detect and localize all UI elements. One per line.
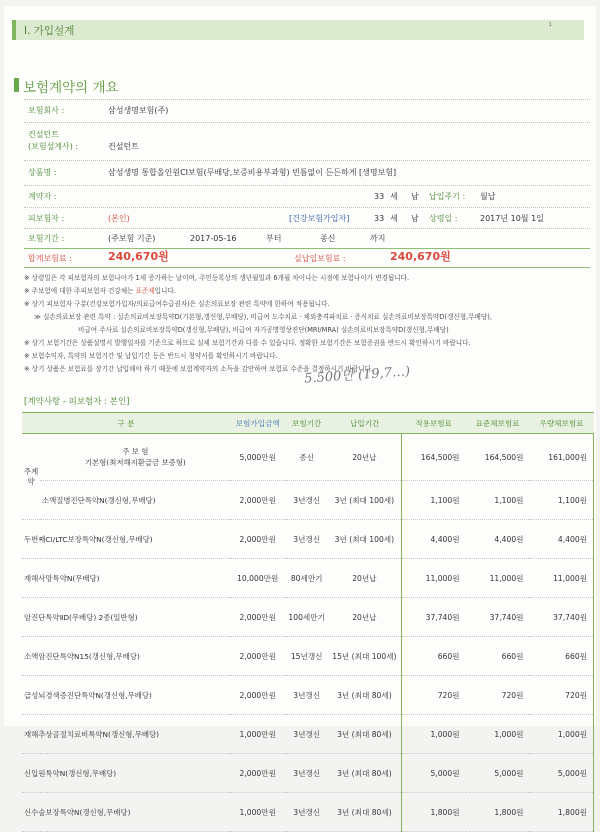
- table-row: [22, 559, 594, 598]
- contract-date-value: 2017년 10월 1일: [480, 214, 544, 223]
- row-pay: 3년 (최대 80세): [328, 793, 402, 832]
- row-applied: 1,800원: [402, 793, 466, 832]
- row-period: 종신: [286, 434, 328, 481]
- summary-total-rule: [24, 248, 590, 249]
- notes: [24, 272, 594, 376]
- row-period: 100세만기: [286, 598, 328, 637]
- row-standard: 164,500원: [466, 434, 530, 481]
- table-row: [22, 754, 594, 793]
- summary-rule: [24, 160, 590, 161]
- row-standard: 11,000원: [466, 559, 530, 598]
- row-amount: 1,000만원: [230, 715, 286, 754]
- row-amount: 2,000만원: [230, 481, 286, 520]
- row-amount: 2,000만원: [230, 754, 286, 793]
- summary-rule: [24, 228, 590, 229]
- row-name: 급성뇌경색증진단특약N(갱신형,무배당): [22, 676, 230, 715]
- row-applied: 37,740원: [402, 598, 466, 637]
- insurer-value: 삼성생명보험(주): [108, 106, 169, 115]
- row-name: 두번째CI/LTC보장특약N(갱신형,무배당): [22, 520, 230, 559]
- header-category: 구 분: [22, 413, 230, 434]
- payment-cycle-label: 납입주기 :: [429, 192, 466, 201]
- row-standard: 5,000원: [466, 754, 530, 793]
- main-category: 주계약: [22, 434, 40, 520]
- table-row: [22, 715, 594, 754]
- row-preferred: 1,100원: [529, 481, 593, 520]
- section-header: Ⅰ. 가입설계: [24, 25, 75, 37]
- note: ※ 상기 보험기간은 상품설명서 발행일자를 기준으로 하므로 실제 보험기간과 다를 수 있습니다. 정확한 보험기간은 보험증권을 반드시 확인하시기 바랍니다.: [24, 339, 471, 347]
- header-standard: 표준체보험료: [466, 413, 530, 434]
- row-pay: 3년 (최대 100세): [328, 520, 402, 559]
- row-pay: 20년납: [328, 434, 402, 481]
- period-label: 보험기간 :: [28, 234, 65, 243]
- header-pay: 납입기간: [328, 413, 402, 434]
- row-preferred: 11,000원: [529, 559, 593, 598]
- note-highlight: 표준체: [135, 287, 155, 295]
- row-applied: 660원: [402, 637, 466, 676]
- contractor-age-unit: 세: [390, 192, 398, 201]
- coverage-table: [22, 412, 594, 832]
- insured-age-unit: 세: [390, 214, 398, 223]
- consultant-value: 컨설턴트: [108, 142, 139, 151]
- insured-gender: 남: [411, 214, 419, 223]
- row-applied: 1,100원: [402, 481, 466, 520]
- row-name: 주 보 험 기본형(최저해지환급금 보증형): [40, 434, 230, 481]
- insurer-label: 보험회사 :: [28, 106, 65, 115]
- row-name: 소액암진단특약N15(갱신형,무배당): [22, 637, 230, 676]
- title-text: 보험계약의 개요: [23, 80, 119, 96]
- row-preferred: 660원: [529, 637, 593, 676]
- summary-top-rule: [24, 99, 590, 100]
- row-period: 15년갱신: [286, 637, 328, 676]
- row-period: 3년갱신: [286, 754, 328, 793]
- header-amount: 보험가입금액: [230, 413, 286, 434]
- row-applied: 720원: [402, 676, 466, 715]
- document-page: [4, 6, 596, 817]
- contractor-label: 계약자 :: [28, 192, 57, 201]
- row-preferred: 5,000원: [529, 754, 593, 793]
- header-period: 보험기간: [286, 413, 328, 434]
- table-row: [22, 434, 594, 481]
- row-amount: 10,000만원: [230, 559, 286, 598]
- row-period: 3년갱신: [286, 676, 328, 715]
- note: ※ 주보험에 대한 주피보험자 건강체는 표준체입니다.: [24, 287, 176, 295]
- row-name: 재해추상골절치료비특약N(갱신형,무배당): [22, 715, 230, 754]
- product-label: 상품명 :: [28, 168, 57, 177]
- insured-age: 33: [374, 214, 385, 223]
- row-preferred: 4,400원: [529, 520, 593, 559]
- contractor-gender: 남: [411, 192, 419, 201]
- row-amount: 2,000만원: [230, 676, 286, 715]
- row-standard: 4,400원: [466, 520, 530, 559]
- row-name: 신입원특약N(갱신형,무배당): [22, 754, 230, 793]
- row-preferred: 161,000원: [529, 434, 593, 481]
- row-applied: 1,000원: [402, 715, 466, 754]
- row-amount: 1,000만원: [230, 793, 286, 832]
- row-applied: 5,000원: [402, 754, 466, 793]
- note-sub: 비급여 주사료 실손의료비보장특약D(갱신형,무배당), 비급여 자기공명영상진단(MRI/MRA) 실손의료비보장특약D(갱신형,무배당): [78, 326, 449, 334]
- header-applied: 적용보험료: [402, 413, 466, 434]
- row-pay: 3년 (최대 80세): [328, 715, 402, 754]
- row-pay: 20년납: [328, 559, 402, 598]
- row-pay: 20년납: [328, 598, 402, 637]
- note: ※ 상기 상품은 보험료를 장기간 납입해야 하기 때문에 보험계약자의 소득을 감안하여 보험료 수준을 결정하시기 바랍니다.: [24, 365, 374, 373]
- row-pay: 3년 (최대 80세): [328, 754, 402, 793]
- row-standard: 1,000원: [466, 715, 530, 754]
- payment-cycle-value: 월납: [480, 192, 496, 201]
- row-standard: 1,100원: [466, 481, 530, 520]
- handwritten-annotation: 5.500만 (19,7…): [303, 364, 411, 387]
- row-period: 80세만기: [286, 559, 328, 598]
- table-row: [22, 520, 594, 559]
- row-name: 소액질병진단특약N(갱신형,무배당): [40, 481, 230, 520]
- row-amount: 5,000만원: [230, 434, 286, 481]
- period-to: 까지: [370, 234, 386, 243]
- contractor-age: 33: [374, 192, 385, 201]
- summary-rule: [24, 122, 590, 123]
- row-period: 3년갱신: [286, 481, 328, 520]
- summary-bottom-rule: [24, 267, 590, 268]
- row-amount: 2,000만원: [230, 637, 286, 676]
- note-sub: ≫ 실손의료보장 관련 특약 : 실손의료비보장특약D(기본형,갱신형,무배당), 비급여 도수치료 · 체외충격파치료 · 증식치료 실손의료비보장특약D(갱신형,무배당),: [34, 313, 492, 321]
- product-value: 삼성생명 통합올인원CI보험(무배당,보증비용부과형) 빈틈없이 든든하게 [생명보험]: [108, 168, 397, 177]
- consultant-label-sub: (보험설계사) :: [28, 142, 79, 151]
- total-premium-label: 합계보험료 :: [28, 254, 72, 263]
- note: ※ 보험수익자, 특약의 보험기간 및 납입기간 등은 반드시 청약서를 확인하시기 바랍니다.: [24, 352, 278, 360]
- row-standard: 720원: [466, 676, 530, 715]
- insured-value: (본인): [108, 214, 130, 223]
- period-start: 2017-05-16: [190, 234, 237, 243]
- period-from: 부터: [266, 234, 282, 243]
- table-row: [22, 793, 594, 832]
- note: ※ 상령일은 각 피보험자의 보험나이가 1세 증가하는 날이며, 주민등록상의 생년월일과 6개월 차이나는 시점에 보험나이가 변경됩니다.: [24, 274, 410, 282]
- row-applied: 164,500원: [402, 434, 466, 481]
- row-preferred: 1,000원: [529, 715, 593, 754]
- row-standard: 660원: [466, 637, 530, 676]
- coverage-title: [계약사항 - 피보험자 : 본인]: [24, 397, 130, 407]
- table-row: [22, 481, 594, 520]
- table-header-row: [22, 413, 594, 434]
- row-period: 3년갱신: [286, 520, 328, 559]
- note: ※ 상기 피보험자 구분(건강보험가입자/의료급여수급권자)은 실손의료보장 관련 특약에 한하여 적용됩니다.: [24, 300, 330, 308]
- insured-label: 피보험자 :: [28, 214, 65, 223]
- health-insured-label: [건강보험가입자]: [289, 214, 350, 223]
- header-preferred: 우량체보험료: [529, 413, 593, 434]
- consultant-label: 컨설턴트: [28, 130, 59, 139]
- period-basis: (주보험 기준): [108, 234, 156, 243]
- row-pay: 15년 (최대 100세): [328, 637, 402, 676]
- row-amount: 2,000만원: [230, 520, 286, 559]
- table-row: [22, 598, 594, 637]
- summary-rule: [24, 185, 590, 186]
- period-end: 종신: [320, 234, 336, 243]
- title-accent-bar: [14, 78, 19, 92]
- row-preferred: 37,740원: [529, 598, 593, 637]
- row-applied: 11,000원: [402, 559, 466, 598]
- corner-mark: ¹: [548, 22, 552, 32]
- actual-premium-label: 실납입보험료 :: [294, 254, 346, 263]
- section-header-bar: [12, 20, 584, 40]
- total-premium-value: 240,670원: [108, 250, 169, 263]
- row-standard: 37,740원: [466, 598, 530, 637]
- contract-date-label: 상령일 :: [429, 214, 458, 223]
- row-applied: 4,400원: [402, 520, 466, 559]
- summary-rule: [24, 207, 590, 208]
- row-period: 3년갱신: [286, 715, 328, 754]
- row-preferred: 720원: [529, 676, 593, 715]
- row-period: 3년갱신: [286, 793, 328, 832]
- row-amount: 2,000만원: [230, 598, 286, 637]
- row-name: 암진단특약ⅡD(무배당) 2종(일반형): [22, 598, 230, 637]
- row-standard: 1,800원: [466, 793, 530, 832]
- row-pay: 3년 (최대 80세): [328, 676, 402, 715]
- table-row: [22, 676, 594, 715]
- row-name: 신수술보장특약N(갱신형,무배당): [22, 793, 230, 832]
- actual-premium-value: 240,670원: [390, 250, 451, 263]
- row-pay: 3년 (최대 100세): [328, 481, 402, 520]
- row-preferred: 1,800원: [529, 793, 593, 832]
- row-name: 재해사망특약N(무배당): [22, 559, 230, 598]
- table-row: [22, 637, 594, 676]
